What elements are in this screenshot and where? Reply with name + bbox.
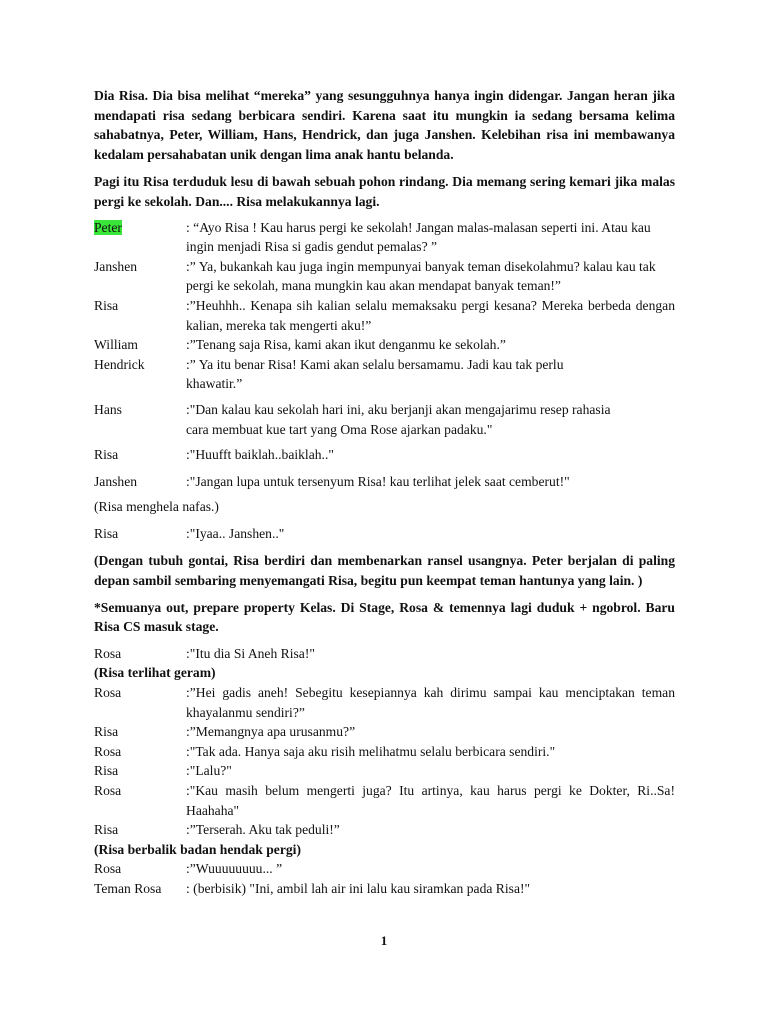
dialogue-text: :"Dan kalau kau sekolah hari ini, aku berjanji akan mengajarimu resep rahasia cara membuat kue tart yang Oma Rose ajarkan padaku." bbox=[186, 401, 611, 437]
speaker-name: Teman Rosa bbox=[94, 880, 162, 896]
dialogue-line bbox=[94, 445, 675, 465]
intro-paragraph-1: Dia Risa. Dia bisa melihat “mereka” yang sesungguhnya hanya ingin didengar. Jangan heran jika mendapati risa sedang berbicara sendiri. Karena saat itu mungkin ia sedang bersama kelima sahabatnya, Peter, William, Hans, Hendrick, dan juga Janshen. Kelebihan risa ini membawanya kedalam persahabatan unik dengan lima anak hantu belanda. bbox=[94, 88, 675, 162]
speaker-name: Rosa bbox=[94, 743, 122, 759]
dialogue-line bbox=[94, 257, 675, 296]
dialogue-text: :"Huufft baiklah..baiklah.." bbox=[186, 447, 334, 463]
speaker-name bbox=[94, 218, 186, 257]
dialogue-text: :"Kau masih belum mengerti juga? Itu artinya, kau harus pergi ke Dokter, Ri..Sa! Haahaha" bbox=[186, 783, 675, 818]
dialogue-text: :"Iyaa.. Janshen.." bbox=[186, 525, 285, 541]
intro-paragraph-2: Pagi itu Risa terduduk lesu di bawah sebuah pohon rindang. Dia memang sering kemari jika malas pergi ke sekolah. Dan.... Risa melakukannya lagi. bbox=[94, 174, 675, 209]
stage-direction: (Risa berbalik badan hendak pergi) bbox=[94, 841, 301, 857]
dialogue-text: : “Ayo Risa ! Kau harus pergi ke sekolah! Jangan malas-malasan seperti ini. Atau kau ingin menjadi Risa si gadis gendut pemalas? ” bbox=[186, 219, 651, 255]
script-body bbox=[94, 86, 675, 899]
stage-direction: (Risa menghela nafas.) bbox=[94, 499, 219, 515]
dialogue-text: :”Wuuuuuuuu... ” bbox=[186, 861, 283, 877]
dialogue-line bbox=[94, 761, 675, 781]
dialogue-text: : (berbisik) "Ini, ambil lah air ini lalu kau siramkan pada Risa!" bbox=[186, 880, 531, 896]
speaker-name: Rosa bbox=[94, 645, 122, 661]
dialogue-line bbox=[94, 644, 675, 664]
dialogue-text: :"Jangan lupa untuk tersenyum Risa! kau terlihat jelek saat cemberut!" bbox=[186, 473, 570, 489]
dialogue-line bbox=[94, 472, 675, 492]
speaker-name: Janshen bbox=[94, 258, 138, 274]
stage-direction: (Dengan tubuh gontai, Risa berdiri dan membenarkan ransel usangnya. Peter berjalan di paling depan sambil sembaring menyemangati Risa, begitu pun keempat teman hantunya yang lain. ) bbox=[94, 553, 675, 589]
dialogue-text: :"Lalu?" bbox=[186, 763, 232, 779]
dialogue-text: :"Itu dia Si Aneh Risa!" bbox=[186, 645, 315, 661]
speaker-name: Janshen bbox=[94, 473, 138, 489]
stage-note: *Semuanya out, prepare property Kelas. Di Stage, Rosa & temennya lagi duduk + ngobrol. Baru Risa CS masuk stage. bbox=[94, 599, 675, 635]
speaker-name: Rosa bbox=[94, 685, 122, 701]
speaker-name: William bbox=[94, 337, 139, 353]
dialogue-text: :” Ya itu benar Risa! Kami akan selalu bersamamu. Jadi kau tak perlu khawatir.” bbox=[186, 356, 564, 392]
dialogue-line bbox=[94, 879, 675, 899]
dialogue-line bbox=[94, 820, 675, 840]
dialogue-line bbox=[94, 722, 675, 742]
dialogue-text: :”Heuhhh.. Kenapa sih kalian selalu memaksaku pergi kesana? Mereka berbeda dengan kalian, mereka tak mengerti aku!” bbox=[186, 297, 675, 333]
dialogue-text: :”Memangnya apa urusanmu?” bbox=[186, 724, 356, 740]
dialogue-text: :”Tenang saja Risa, kami akan ikut denganmu ke sekolah.” bbox=[186, 337, 506, 353]
dialogue-line bbox=[94, 296, 675, 335]
dialogue-line bbox=[94, 355, 675, 394]
speaker-name: Risa bbox=[94, 822, 119, 838]
highlighted-speaker: Peter bbox=[94, 219, 122, 235]
dialogue-line bbox=[94, 781, 675, 820]
speaker-name: Rosa bbox=[94, 861, 122, 877]
page-number: 1 bbox=[380, 933, 388, 948]
speaker-name: Rosa bbox=[94, 783, 122, 798]
speaker-name: Risa bbox=[94, 297, 119, 313]
speaker-name: Risa bbox=[94, 447, 119, 463]
dialogue-text: :”Hei gadis aneh! Sebegitu kesepiannya kah dirimu sampai kau menciptakan teman khayalanmu sendiri?” bbox=[186, 685, 675, 720]
dialogue-text: :”Terserah. Aku tak peduli!” bbox=[186, 822, 340, 838]
dialogue-line bbox=[94, 859, 675, 879]
speaker-name: Risa bbox=[94, 763, 119, 779]
dialogue-line bbox=[94, 683, 675, 722]
speaker-name: Hendrick bbox=[94, 356, 145, 372]
speaker-name: Hans bbox=[94, 401, 122, 417]
dialogue-text: :"Tak ada. Hanya saja aku risih melihatmu selalu berbicara sendiri." bbox=[186, 743, 556, 759]
dialogue-line bbox=[94, 218, 675, 257]
stage-direction: (Risa terlihat geram) bbox=[94, 665, 216, 681]
speaker-name: Risa bbox=[94, 724, 119, 740]
dialogue-line bbox=[94, 742, 675, 762]
speaker-name: Risa bbox=[94, 525, 119, 541]
dialogue-line bbox=[94, 335, 675, 355]
dialogue-text: :” Ya, bukankah kau juga ingin mempunyai banyak teman disekolahmu? kalau kau tak pergi ke sekolah, mana mungkin kau akan mendapat banyak teman!” bbox=[186, 258, 656, 294]
dialogue-line bbox=[94, 524, 675, 544]
dialogue-line bbox=[94, 400, 675, 439]
